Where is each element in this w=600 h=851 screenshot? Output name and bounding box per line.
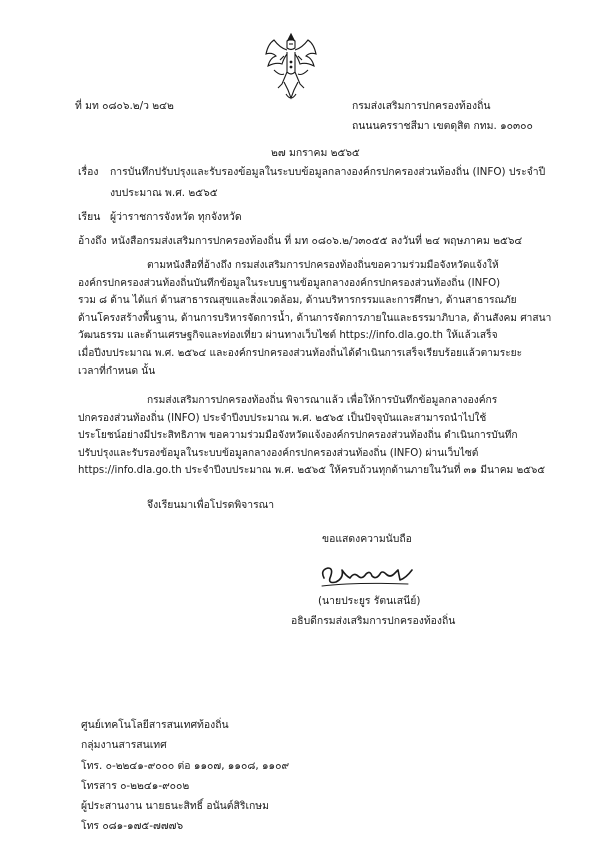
reference-text: หนังสือกรมส่งเสริมการปกครองท้องถิ่น ที่ มท ๐๘๐๖.๒/ว๓๐๕๕ ลงวันที่ ๒๔ พฤษภาคม ๒๕๖๔ — [111, 235, 523, 247]
paragraph-2-line: ปกครองส่วนท้องถิ่น (INFO) ประจำปีงบประมาณ พ.ศ. ๒๕๖๕ เป็นปัจจุบันและสามารถนำไปใช้ — [78, 412, 487, 424]
body-paragraph-1 — [78, 257, 552, 380]
footer-group: กลุ่มงานสารสนเทศ — [81, 739, 167, 751]
signatory-title: อธิบดีกรมส่งเสริมการปกครองท้องถิ่น — [291, 615, 456, 627]
document-number: ที่ มท ๐๘๐๖.๒/ว ๒๔๒ — [75, 100, 174, 112]
paragraph-1-line: เมื่อปีงบประมาณ พ.ศ. ๒๕๖๔ และองค์กรปกครองส่วนท้องถิ่นได้ดำเนินการเสร็จเรียบร้อยแล้วตามระยะ — [78, 347, 523, 359]
paragraph-2-line: กรมส่งเสริมการปกครองท้องถิ่น พิจารณาแล้ว เพื่อให้การบันทึกข้อมูลกลางองค์กร — [147, 395, 498, 406]
document-date: ๒๗ มกราคม ๒๕๖๕ — [271, 147, 360, 159]
addressee-text: ผู้ว่าราชการจังหวัด ทุกจังหวัด — [110, 211, 242, 223]
issuing-org-address: ถนนนครราชสีมา เขตดุสิต กทม. ๑๐๓๐๐ — [352, 120, 533, 132]
issuing-org-name: กรมส่งเสริมการปกครองท้องถิ่น — [352, 100, 491, 112]
paragraph-1-line: เวลาที่กำหนด นั้น — [78, 365, 156, 377]
addressee-label: เรียน — [78, 211, 101, 223]
body-paragraph-2 — [78, 392, 546, 480]
closing-request: จึงเรียนมาเพื่อโปรดพิจารณา — [147, 499, 275, 511]
handwritten-signature-icon — [316, 556, 426, 590]
signatory-name: (นายประยูร รัตนเสนีย์) — [318, 595, 421, 607]
paragraph-2-line: https://info.dla.go.th ประจำปีงบประมาณ พ.ศ. ๒๕๖๕ ให้ครบถ้วนทุกด้านภายในวันที่ ๓๑ มีนาคม ๒๕๖๕ — [78, 465, 546, 477]
paragraph-1-line: องค์กรปกครองส่วนท้องถิ่นบันทึกข้อมูลในระบบฐานข้อมูลกลางองค์กรปกครองส่วนท้องถิ่น (INFO) — [78, 277, 501, 289]
footer-phone: โทร. ๐-๒๒๔๑-๙๐๐๐ ต่อ ๑๑๐๗, ๑๑๐๘, ๑๑๐๙ — [81, 760, 290, 772]
subject-line-2: งบประมาณ พ.ศ. ๒๕๖๕ — [110, 187, 218, 199]
paragraph-1-line: ตามหนังสือที่อ้างถึง กรมส่งเสริมการปกครองท้องถิ่นขอความร่วมมือจังหวัดแจ้งให้ — [147, 260, 499, 271]
garuda-emblem-icon — [262, 30, 320, 104]
subject-label: เรื่อง — [78, 166, 99, 178]
reference-label: อ้างถึง — [78, 235, 107, 247]
footer-center: ศูนย์เทคโนโลยีสารสนเทศท้องถิ่น — [81, 719, 229, 731]
subject-line-1: การบันทึกปรับปรุงและรับรองข้อมูลในระบบข้อมูลกลางองค์กรปกครองส่วนท้องถิ่น (INFO) ประจำปี — [110, 166, 546, 178]
footer-mobile: โทร ๐๘๑-๑๗๕-๗๗๗๖ — [81, 820, 184, 832]
paragraph-2-line: ประโยชน์อย่างมีประสิทธิภาพ ขอความร่วมมือจังหวัดแจ้งองค์กรปกครองส่วนท้องถิ่น ดำเนินการบันทึก — [78, 430, 518, 442]
signature-closing: ขอแสดงความนับถือ — [322, 533, 412, 545]
paragraph-1-line: ด้านโครงสร้างพื้นฐาน, ด้านการบริหารจัดการน้ำ, ด้านการจัดการภายในและธรรมาภิบาล, ด้านสังคม ศาสนา — [78, 312, 552, 324]
paragraph-1-line: วัฒนธรรม และด้านเศรษฐกิจและท่องเที่ยว ผ่านทางเว็บไซต์ https://info.dla.go.th ให้แล้วเสร็จ — [78, 330, 498, 342]
footer-coordinator: ผู้ประสานงาน นายธนะสิทธิ์ อนันต์สิริเกษม — [81, 800, 269, 812]
footer-fax: โทรสาร ๐-๒๒๔๑-๙๐๐๒ — [81, 780, 190, 792]
paragraph-1-line: รวม ๘ ด้าน ได้แก่ ด้านสาธารณสุขและสิ่งแวดล้อม, ด้านบริหารกรรมและการศึกษา, ด้านสาธารณภัย — [78, 295, 517, 307]
paragraph-2-line: ปรับปรุงและรับรองข้อมูลในระบบข้อมูลกลางองค์กรปกครองส่วนท้องถิ่น (INFO) ผ่านเว็บไซต์ — [78, 447, 479, 459]
